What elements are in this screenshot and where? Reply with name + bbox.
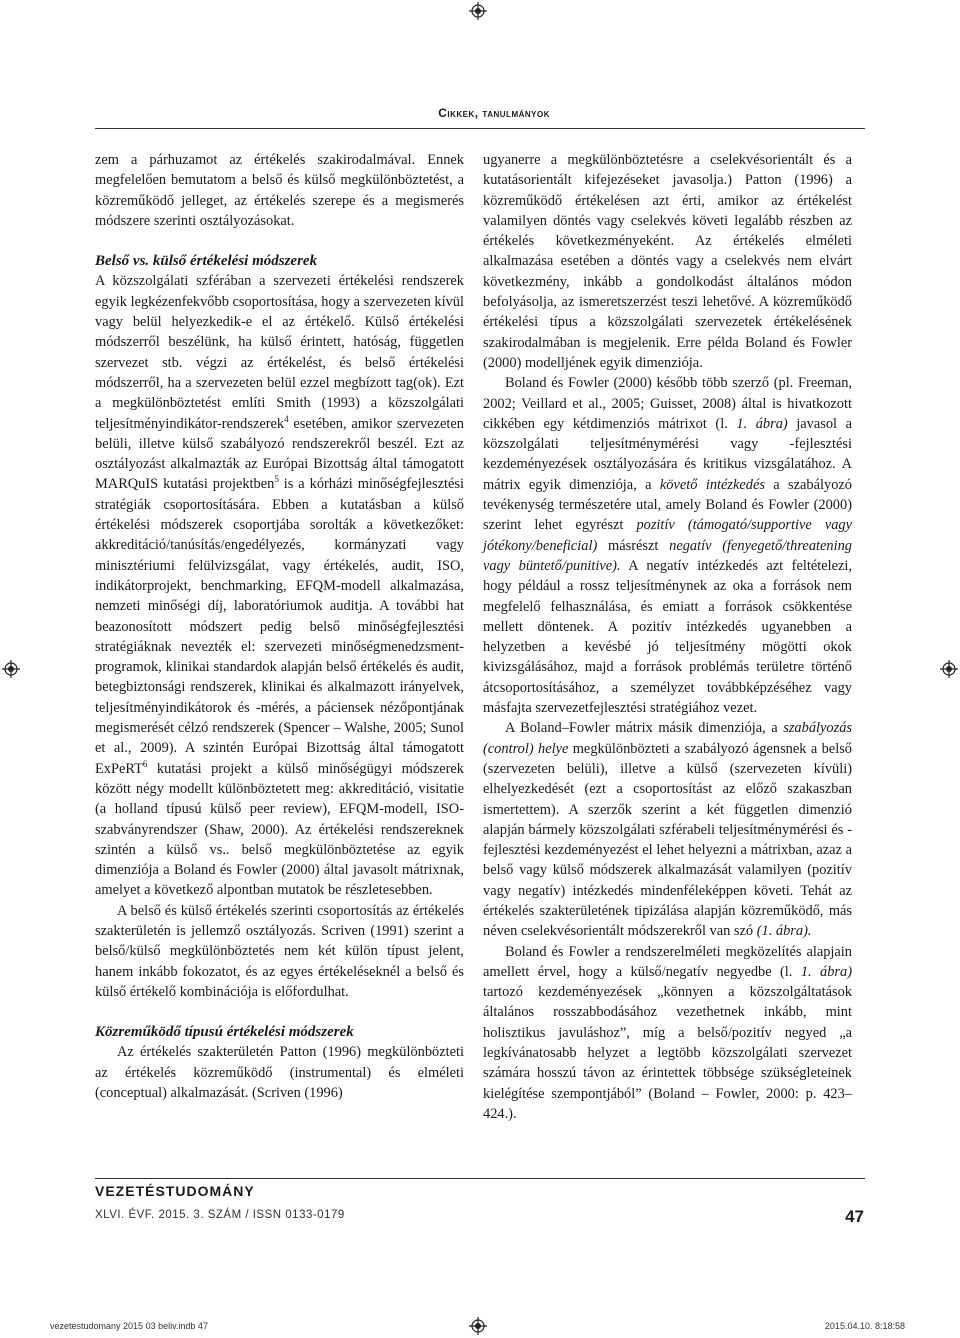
paragraph: A közszolgálati szférában a szervezeti értékelési rendszerek egyik legkézenfekvőbb csoportosítása, hogy a szervezeten kívül vagy belül helyezkedik-e el az értékelő. Külső értékelési módszerről beszélünk, ha külső érintett, hatóság, független szervezet stb. végzi az értékelést, és belső értékelési módszerről, ha a szervezeten belül ezzel megbízott tag(ok). Ezt a megkülönböztetést említi Smith (1993) a közszolgálati teljesítményindikátor-rendszerek$^4$ esetében, amikor szervezeten belüli, illetve külső szabályozó rendszerekről beszél. Ezt az osztályozást alkalmazták az Európai Bizottság által támogatott MARQuIS kutatási projektben$^5$ is a kórházi minőségfejlesztési stratégiák csoportosítására. Ebben a kutatásban a külső értékelési módszerek csoportjába sorolták a következőket: akkreditáció/tanúsítás/engedélyezés, kormányzati vagy minisztériumi felülvizsgálat, vagy értékelés, audit, ISO, indikátorprojekt, benchmarking, EFQM-modell alkalmazása, nemzeti minőségi díj, laboratóriumok auditja. A további hat beazonosított módszert pedig belső minőségfejlesztési stratégiáknak nevezték el: szervezeti minőségmenedzsment-programok, klinikai standardok alapján belső értékelés és audit, betegbiztonsági rendszerek, klinikai és alkalmazott irányelvek, teljesítményindikátorok és -mérés, a páciensek nézőpontjának megismerését célzó rendszerek (Spencer – Walshe, 2005; Sunol et al., 2009). A szintén Európai Bizottság által támogatott ExPeRT$^6$ kutatási projekt a külső minőségügyi módszerek között négy modellt különböztetett meg: akkreditáció, visitatie (a holland típusú külső peer review), EFQM-modell, ISO-szabványrendszer (Shaw, 2000). Az értékelési rendszereknek szintén a külső vs.. belső megkülönböztetése az egyik dimenziója a Boland és Fowler (2000) által javasolt mátrixnak, amelyet a következő alpontban mutatok be részletesebben. <box>95 273 465 899</box>
page-number: 47 <box>845 1207 864 1226</box>
paragraph: Boland és Fowler (2000) később több szerző (pl. Freeman, 2002; Veillard et al., 2005; Guisset, 2008) által is hivatkozott cikkében egy kétdimenziós mátrixot (l. 1. ábra) javasol a közszolgálati teljesítménymérési vagy -fejlesztési kezdeményezések osztályozására és kritikus vizsgálatához. A mátrix egyik dimenziója, a követő intézkedés a szabályozó tevékenység természetére utal, amely Boland és Fowler (2000) szerint lehet egyrészt pozitív (támogató/supportive vagy jótékony/beneficial) másrészt negatív (fenyegető/threatening vagy büntető/punitive). A negatív intézkedés azt feltételezi, hogy például a rossz teljesítménynek az oka a források nem megfelelő felhasználása, és emiatt a források csökkentése mellett döntenek. A pozitív intézkedés ugyanebben a helyzetben a kevésbé jó teljesítmény mögötti okok kivizsgálásához, majd a források problémás területre történő átcsoportosításához, a személyzet továbbképzéséhez vagy másfajta szervezetfejlesztési stratégiához vezet. <box>483 375 852 717</box>
paragraph: zem a párhuzamot az értékelés szakirodalmával. Ennek megfelelően bemutatom a belső és külső megkülönböztetést, a közreműködő jelleget, az értékelés szerepe és a megismerés módszere szerinti osztályozásokat. <box>95 152 464 229</box>
left-column <box>95 150 464 1103</box>
footnote-ref: 5 <box>274 474 279 485</box>
section-heading: Közreműködő típusú értékelési módszerek <box>95 1024 354 1041</box>
registration-mark-icon <box>469 2 487 20</box>
footnote-ref: 4 <box>284 413 289 424</box>
print-slug-datetime: 2015.04.10. 8:18:58 <box>824 1321 905 1331</box>
registration-mark-icon <box>469 1317 487 1335</box>
journal-name: VEZETÉSTUDOMÁNY <box>95 1183 255 1199</box>
issue-info: XLVI. ÉVF. 2015. 3. SZÁM / ISSN 0133-0179 <box>95 1209 345 1221</box>
paragraph: Az értékelés szakterületén Patton (1996) megkülönbözteti az értékelés közreműködő (instrumental) és elméleti (conceptual) alkalmazását. (Scriven (1996) <box>95 1044 464 1102</box>
paragraph: Boland és Fowler a rendszerelméleti megközelítés alapjain amellett érvel, hogy a külső/negatív negyedbe (l. 1. ábra) tartozó kezdeményezések „könnyen a közszolgáltatások általános rosszabbodásához vezethetnek inkább, mint holisztikus javuláshoz”, míg a belső/pozitív negyed „a legkívánatosabb helyzet a legtöbb közszolgálati szervezet számára hosszú távon az érintettek többsége szükségleteinek kielégítése szempontjából” (Boland – Fowler, 2000: p. 423–424.). <box>483 943 852 1122</box>
paragraph: A Boland–Fowler mátrix másik dimenziója, a szabályozás (control) helye megkülönbözteti a szabályozó ágensnek a belső (szervezeten belüli), illetve a külső (szervezeten kívüli) elhelyezkedését (ezt a csoportosítást az előző szakaszban ismertettem). A szerzők szerint a két független dimenzió alapján bármely közszolgálati szférabeli teljesítménymérési és -fejlesztési kezdeményezést el lehet helyezni a mátrixban, azaz a belső vagy külső módszerek alkalmazását valamilyen (pozitív vagy negatív) intézkedés mindenféleképpen követi. Tehát az értékelés szakterületének tipizálása alapján közreműködő, más néven cselekvésorientált módszerekről van szó (1. ábra). <box>483 720 852 940</box>
header-rule <box>95 128 865 129</box>
registration-mark-icon <box>940 660 958 678</box>
section-heading: Belső vs. külső értékelési módszerek <box>95 253 318 270</box>
section-title: Cikkek, tanulmányok <box>438 106 550 120</box>
right-column <box>483 150 852 1124</box>
print-slug-file: vezetestudomany 2015 03 beliv.indb 47 <box>50 1321 208 1331</box>
registration-mark-icon <box>2 660 20 678</box>
footer-rule <box>95 1178 865 1179</box>
paragraph: ugyanerre a megkülönböztetésre a cselekvésorientált és a kutatásorientált kifejezéseket javasolja.) Patton (1996) a közreműködő értékelésen azt érti, amikor az értékelést valamilyen döntés vagy cselekvés követi legalább részben az értékelés következményeként. Az értékelés elméleti alkalmazása esetében a döntés vagy a cselekvés nem elvárt következmény, inkább a gondolkodást általános módon befolyásolja, az ismeretszerzést teszi lehetővé. A közreműködő értékelési típus a közszolgálati szervezetek értékelésének szakirodalmában is megjelenik. Erre példa Boland és Fowler (2000) modelljének egyik dimenziója. <box>483 152 852 371</box>
paragraph: A belső és külső értékelés szerinti csoportosítás az értékelés szakterületén is jellemző osztályozás. Scriven (1991) szerint a belső/külső megkülönböztetés nem két külön típust jelent, hanem inkább fokozatot, és az egyes értékeléseknél a belső és külső értékelő kombinációja is előfordulhat. <box>95 902 464 1000</box>
footnote-ref: 6 <box>142 758 148 769</box>
